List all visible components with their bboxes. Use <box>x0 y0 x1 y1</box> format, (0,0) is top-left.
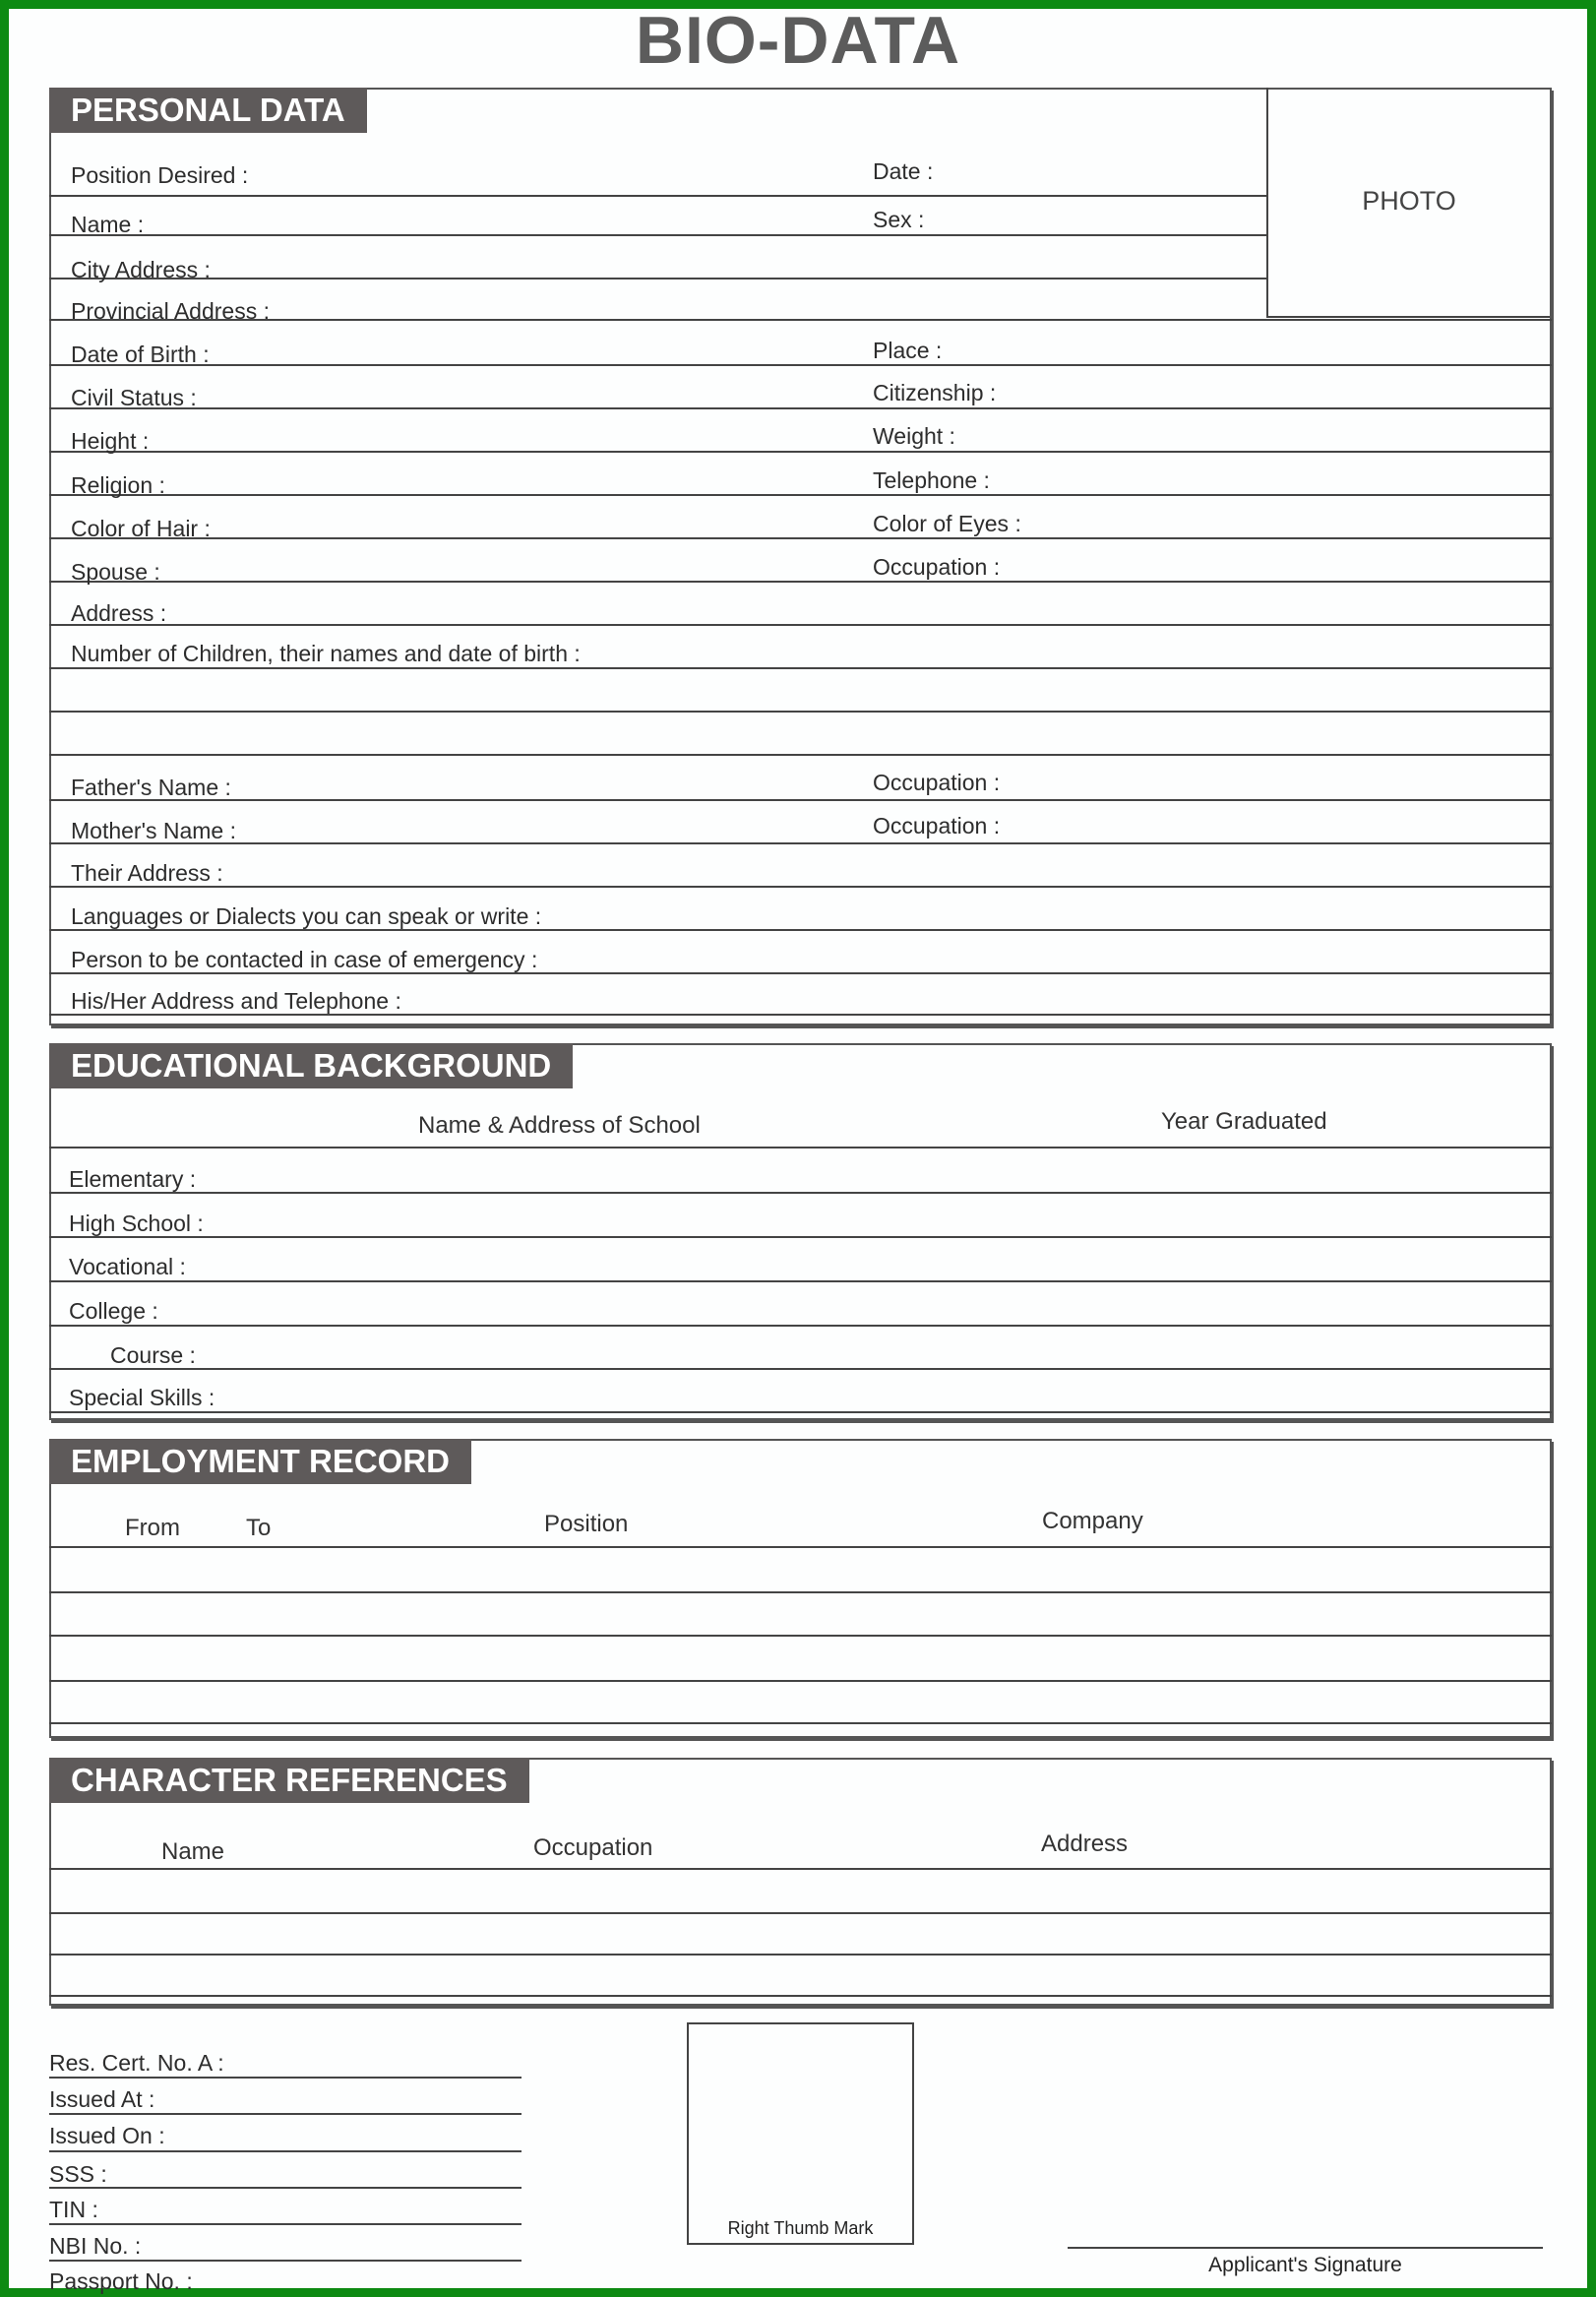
label-provincial-address: Provincial Address : <box>71 298 270 324</box>
row-line <box>49 581 1552 583</box>
label-fathers-name: Father's Name : <box>71 775 231 800</box>
label-fathers-occupation: Occupation : <box>873 770 1001 795</box>
row-line <box>49 1995 1552 1997</box>
row-line <box>49 407 1552 409</box>
row-line <box>49 754 1552 756</box>
thumb-mark-label: Right Thumb Mark <box>727 2218 874 2238</box>
col-school: Name & Address of School <box>418 1112 701 1139</box>
row-line <box>49 1368 1552 1370</box>
field-line <box>49 2187 522 2189</box>
row-line <box>49 1280 1552 1282</box>
col-address: Address <box>1041 1831 1129 1857</box>
row-line <box>49 1868 1552 1870</box>
label-emergency-contact: Person to be contacted in case of emergency : <box>71 947 538 972</box>
label-their-address: Their Address : <box>71 860 223 886</box>
col-occupation: Occupation <box>533 1834 653 1861</box>
col-year-graduated: Year Graduated <box>1161 1108 1327 1135</box>
label-nbi: NBI No. : <box>49 2233 142 2259</box>
references-section <box>49 1758 1552 2006</box>
label-sss: SSS : <box>49 2161 107 2187</box>
label-languages: Languages or Dialects you can speak or write : <box>71 903 542 929</box>
field-line <box>49 2113 522 2115</box>
label-college: College : <box>69 1298 158 1324</box>
row-line <box>49 364 1552 366</box>
label-children: Number of Children, their names and date of birth : <box>71 641 581 666</box>
label-emergency-address: His/Her Address and Telephone : <box>71 988 401 1014</box>
right-thumb-mark-box <box>687 2022 914 2245</box>
row-line <box>49 1635 1552 1637</box>
label-mothers-name: Mother's Name : <box>71 818 236 843</box>
row-line <box>49 1722 1552 1724</box>
signature-label: Applicant's Signature <box>1208 2254 1402 2276</box>
col-position: Position <box>544 1511 629 1537</box>
section-heading-employment: EMPLOYMENT RECORD <box>49 1439 471 1484</box>
row-line <box>49 1325 1552 1327</box>
label-address: Address : <box>71 600 167 626</box>
label-place: Place : <box>873 338 943 363</box>
row-line <box>49 1912 1552 1914</box>
label-citizenship: Citizenship : <box>873 380 997 405</box>
label-weight: Weight : <box>873 423 955 449</box>
row-line <box>49 1147 1552 1148</box>
row-line <box>49 234 1266 236</box>
section-heading-education: EDUCATIONAL BACKGROUND <box>49 1043 573 1088</box>
label-passport: Passport No. : <box>49 2268 193 2294</box>
label-name: Name : <box>71 212 145 237</box>
label-spouse: Spouse : <box>71 559 160 585</box>
label-religion: Religion : <box>71 472 165 498</box>
col-company: Company <box>1042 1508 1143 1534</box>
row-line <box>49 1591 1552 1593</box>
section-heading-references: CHARACTER REFERENCES <box>49 1758 529 1803</box>
row-line <box>49 667 1552 669</box>
employment-section <box>49 1439 1552 1738</box>
col-to: To <box>246 1515 272 1541</box>
field-line <box>49 2077 522 2079</box>
label-course: Course : <box>110 1342 196 1368</box>
row-line <box>49 842 1552 844</box>
row-line <box>49 451 1552 453</box>
label-civil-status: Civil Status : <box>71 385 197 410</box>
row-line <box>49 1411 1552 1413</box>
label-color-of-hair: Color of Hair : <box>71 516 211 541</box>
row-line <box>49 1680 1552 1682</box>
label-res-cert: Res. Cert. No. A : <box>49 2050 224 2076</box>
field-line <box>49 2223 522 2225</box>
photo-label: PHOTO <box>1362 186 1456 216</box>
label-issued-at: Issued At : <box>49 2086 155 2112</box>
row-line <box>49 624 1552 626</box>
row-line <box>49 799 1552 801</box>
label-position-desired: Position Desired : <box>71 162 249 188</box>
label-high-school: High School : <box>69 1211 204 1236</box>
row-line <box>49 319 1552 321</box>
label-sex: Sex : <box>873 207 925 232</box>
label-tin: TIN : <box>49 2197 98 2222</box>
label-issued-on: Issued On : <box>49 2123 165 2148</box>
row-line <box>49 494 1552 496</box>
photo-box <box>1266 88 1550 318</box>
label-spouse-occupation: Occupation : <box>873 554 1001 580</box>
row-line <box>49 1192 1552 1194</box>
label-vocational: Vocational : <box>69 1254 186 1279</box>
label-city-address: City Address : <box>71 257 211 282</box>
label-date-of-birth: Date of Birth : <box>71 341 210 367</box>
row-line <box>49 886 1552 888</box>
row-line <box>49 195 1266 197</box>
row-line <box>49 1546 1552 1548</box>
row-line <box>49 278 1266 279</box>
row-line <box>49 711 1552 713</box>
page-title: BIO-DATA <box>635 3 961 78</box>
signature-line <box>1068 2247 1543 2249</box>
label-color-of-eyes: Color of Eyes : <box>873 511 1021 536</box>
field-line <box>49 2260 522 2262</box>
label-special-skills: Special Skills : <box>69 1385 215 1410</box>
label-date: Date : <box>873 158 934 184</box>
row-line <box>49 1954 1552 1956</box>
label-height: Height : <box>71 428 150 454</box>
col-from: From <box>125 1515 180 1541</box>
row-line <box>49 537 1552 539</box>
label-elementary: Elementary : <box>69 1166 197 1192</box>
col-name: Name <box>161 1838 225 1865</box>
label-mothers-occupation: Occupation : <box>873 813 1001 838</box>
section-heading-personal: PERSONAL DATA <box>49 88 367 133</box>
field-line <box>49 2150 522 2152</box>
row-line <box>49 1236 1552 1238</box>
label-telephone: Telephone : <box>873 467 990 493</box>
education-section <box>49 1043 1552 1420</box>
